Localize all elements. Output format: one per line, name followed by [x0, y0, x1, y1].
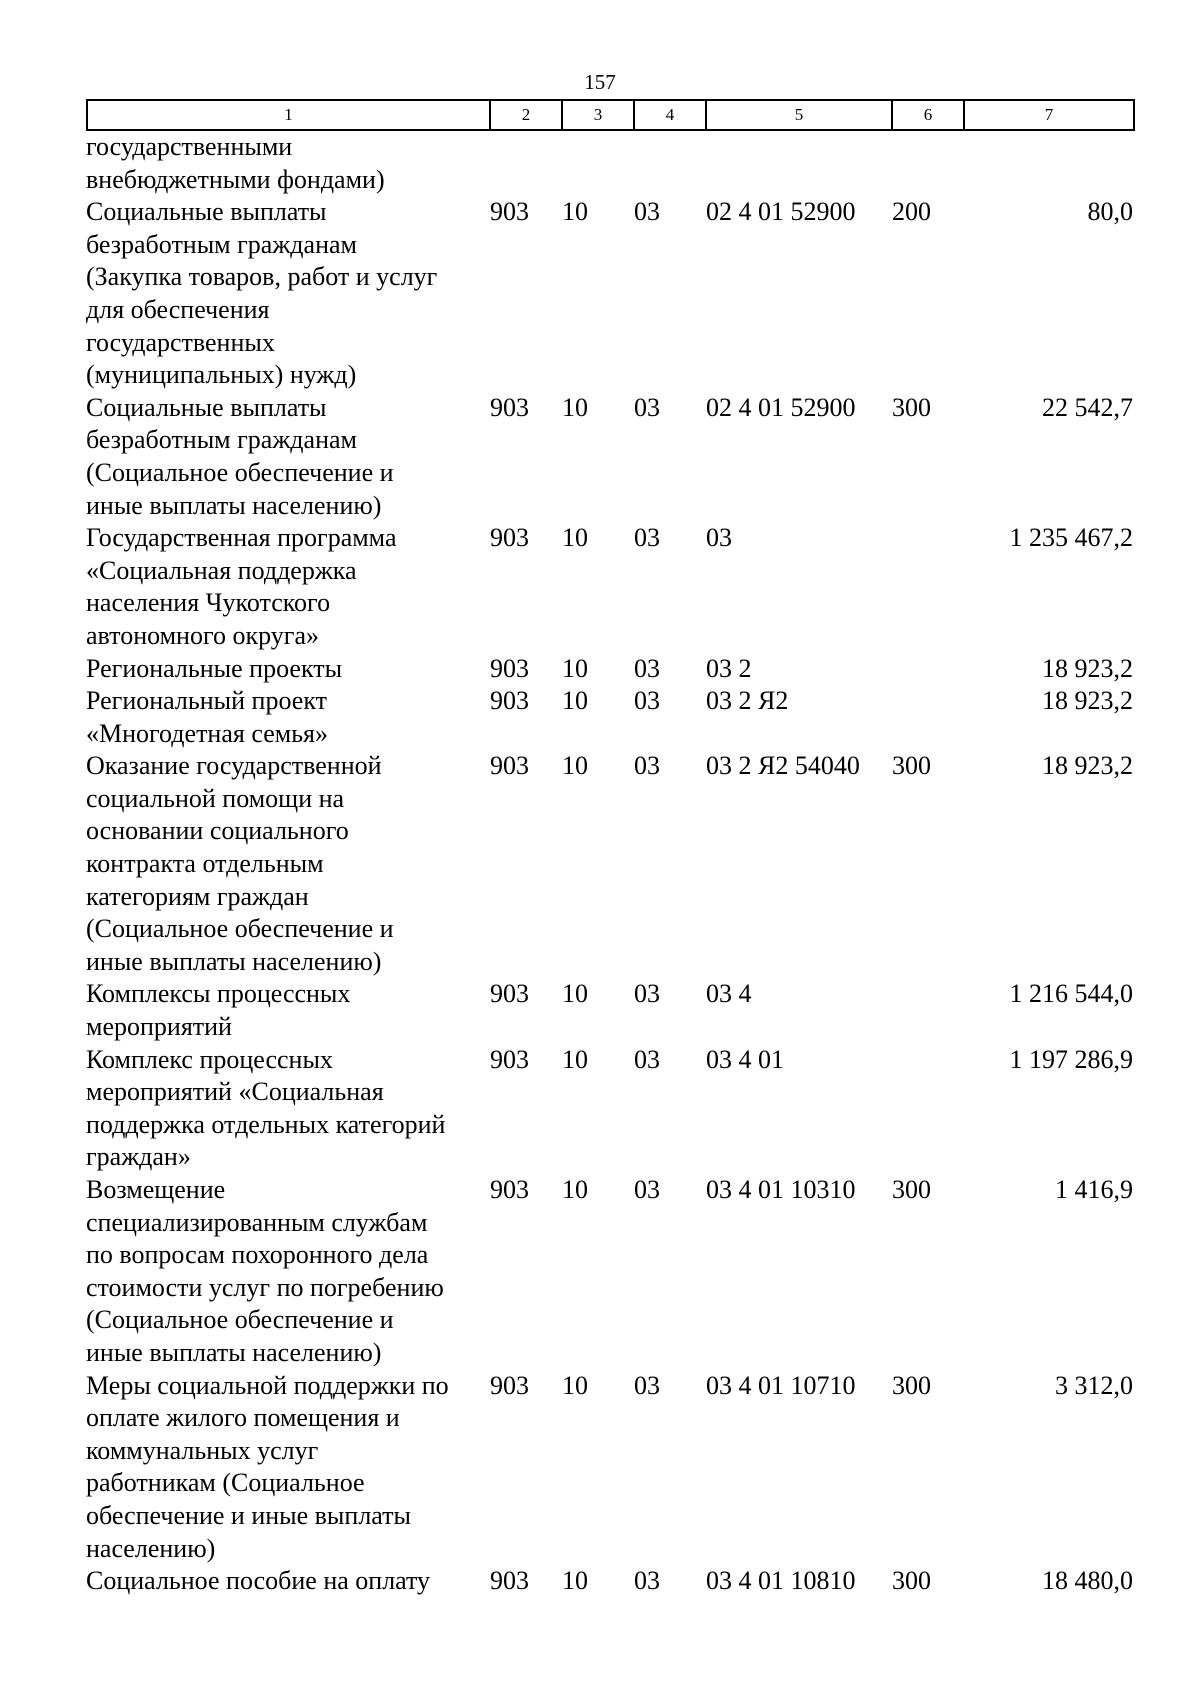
row-code-6-cell	[891, 978, 963, 1043]
row-code-3-cell: 10	[562, 392, 588, 422]
row-code-6-cell: 300	[892, 1370, 931, 1400]
row-code-4-cell: 03	[634, 1370, 660, 1400]
row-code-2-cell: 903	[490, 653, 529, 683]
row-code-4-cell: 03	[634, 653, 660, 683]
row-code-5-cell: 03 2	[706, 653, 752, 683]
row-name-cell: государственными внебюджетными фондами)	[86, 132, 385, 194]
row-amount-cell: 1 416,9	[1055, 1175, 1133, 1204]
row-code-4-cell: 03	[634, 1566, 660, 1596]
row-code-2-cell: 903	[490, 686, 529, 716]
row-amount-cell: 18 923,2	[1042, 686, 1133, 716]
row-code-5-cell: 03 2 Я2	[706, 686, 789, 716]
row-name-cell: Оказание государственной социальной помощи на основании социального контракта отдельным категориям граждан (Социальное обеспечение и иные выплаты населению)	[86, 751, 394, 976]
table-row	[86, 750, 1133, 978]
row-code-2-cell	[489, 131, 561, 196]
table-row	[86, 653, 1133, 686]
row-amount-cell: 3 312,0	[1055, 1370, 1133, 1400]
row-code-6-cell: 300	[892, 1566, 931, 1596]
row-name-cell: Меры социальной поддержки по оплате жилого помещения и коммунальных услуг работникам (Социальное обеспечение и иные выплаты населению)	[86, 1370, 449, 1563]
row-code-6-cell: 200	[892, 197, 931, 227]
row-code-3-cell: 10	[562, 1566, 588, 1596]
column-header-4: 4	[634, 100, 706, 130]
column-header-3: 3	[562, 100, 634, 130]
row-code-2-cell: 903	[490, 1370, 529, 1400]
table-row	[86, 978, 1133, 1043]
row-code-3-cell	[561, 131, 633, 196]
row-code-4-cell	[633, 131, 705, 196]
row-code-3-cell: 10	[562, 751, 588, 781]
row-code-5-cell: 03 4	[706, 979, 752, 1009]
column-header-7: 7	[964, 100, 1134, 130]
row-name-cell: Региональные проекты	[86, 653, 343, 683]
row-code-5-cell: 02 4 01 52900	[706, 392, 856, 422]
table-body	[86, 131, 1133, 1598]
table-row	[86, 1174, 1133, 1370]
row-code-6-cell	[891, 1044, 963, 1174]
row-code-4-cell: 03	[634, 197, 660, 227]
row-code-2-cell: 903	[490, 392, 529, 422]
row-code-3-cell: 10	[562, 686, 588, 716]
row-amount-cell: 18 480,0	[1042, 1566, 1133, 1596]
budget-table	[86, 131, 1133, 1598]
row-amount-cell: 1 197 286,9	[1009, 1044, 1133, 1074]
row-name-cell: Социальные выплаты безработным гражданам (Социальное обеспечение и иные выплаты населению)	[86, 392, 394, 520]
row-name-cell: Комплекс процессных мероприятий «Социальная поддержка отдельных категорий граждан»	[86, 1044, 446, 1172]
column-header-2: 2	[490, 100, 562, 130]
row-amount-cell	[963, 131, 1133, 196]
row-code-3-cell: 10	[562, 1175, 588, 1204]
row-code-4-cell: 03	[634, 523, 660, 553]
table-row	[86, 1565, 1133, 1598]
row-code-3-cell: 10	[562, 1044, 588, 1074]
row-code-6-cell: 300	[892, 751, 931, 781]
row-code-2-cell: 903	[490, 979, 529, 1009]
row-name-cell: Социальное пособие на оплату	[86, 1566, 431, 1596]
row-code-2-cell: 903	[490, 751, 529, 781]
table-row	[86, 1370, 1133, 1566]
row-code-3-cell: 10	[562, 653, 588, 683]
row-amount-cell: 18 923,2	[1042, 751, 1133, 781]
row-code-2-cell: 903	[490, 523, 529, 553]
row-code-2-cell: 903	[490, 1044, 529, 1074]
row-code-2-cell: 903	[490, 197, 529, 227]
table-row	[86, 1044, 1133, 1174]
row-code-4-cell: 03	[634, 751, 660, 781]
row-code-5-cell: 03 2 Я2 54040	[706, 751, 860, 781]
row-name-cell: Социальные выплаты безработным гражданам (Закупка товаров, работ и услуг для обеспечения государственных (муниципальных) нужд)	[86, 197, 438, 390]
row-code-5-cell: 03 4 01 10310	[706, 1175, 856, 1204]
table-row	[86, 196, 1133, 392]
row-amount-cell: 22 542,7	[1042, 392, 1133, 422]
column-header-row	[87, 100, 1134, 130]
row-amount-cell: 1 216 544,0	[1009, 979, 1133, 1009]
column-header-5: 5	[706, 100, 892, 130]
row-code-5-cell: 03 4 01 10810	[706, 1566, 856, 1596]
row-name-cell: Государственная программа «Социальная поддержка населения Чукотского автономного округа»	[86, 523, 397, 650]
row-code-5-cell	[705, 131, 891, 196]
row-code-4-cell: 03	[634, 979, 660, 1009]
row-name-cell: Региональный проект «Многодетная семья»	[86, 686, 329, 748]
row-code-3-cell: 10	[562, 1370, 588, 1400]
row-code-5-cell: 03	[706, 523, 732, 553]
row-code-5-cell: 03 4 01 10710	[706, 1370, 856, 1400]
row-code-3-cell: 10	[562, 979, 588, 1009]
table-row	[86, 131, 1133, 196]
row-code-4-cell: 03	[634, 392, 660, 422]
row-code-6-cell	[891, 685, 963, 750]
row-code-2-cell: 903	[490, 1175, 529, 1204]
row-name-cell: Комплексы процессных мероприятий	[86, 979, 351, 1042]
row-code-3-cell: 10	[562, 197, 588, 227]
row-amount-cell: 1 235 467,2	[1009, 523, 1133, 553]
table-row	[86, 685, 1133, 750]
row-code-6-cell: 300	[892, 1175, 931, 1204]
row-code-5-cell: 02 4 01 52900	[706, 197, 856, 227]
column-header-6: 6	[892, 100, 964, 130]
row-code-6-cell	[891, 653, 963, 686]
row-code-6-cell	[891, 131, 963, 196]
column-header-1: 1	[87, 100, 490, 130]
row-code-6-cell: 300	[892, 392, 931, 422]
row-amount-cell: 18 923,2	[1042, 653, 1133, 683]
table-row	[86, 522, 1133, 652]
row-code-5-cell: 03 4 01	[706, 1044, 784, 1074]
column-header-table	[86, 99, 1135, 131]
row-code-2-cell: 903	[490, 1566, 529, 1596]
row-name-cell: Возмещение специализированным службам по вопросам похоронного дела стоимости услуг по погребению (Социальное обеспечение и иные выплаты населению)	[86, 1175, 444, 1367]
row-code-4-cell: 03	[634, 1175, 660, 1204]
row-code-4-cell: 03	[634, 1044, 660, 1074]
row-code-3-cell: 10	[562, 523, 588, 553]
row-code-6-cell	[891, 522, 963, 652]
table-row	[86, 392, 1133, 522]
row-amount-cell: 80,0	[1087, 197, 1133, 227]
row-code-4-cell: 03	[634, 686, 660, 716]
page-number: 157	[584, 70, 616, 94]
